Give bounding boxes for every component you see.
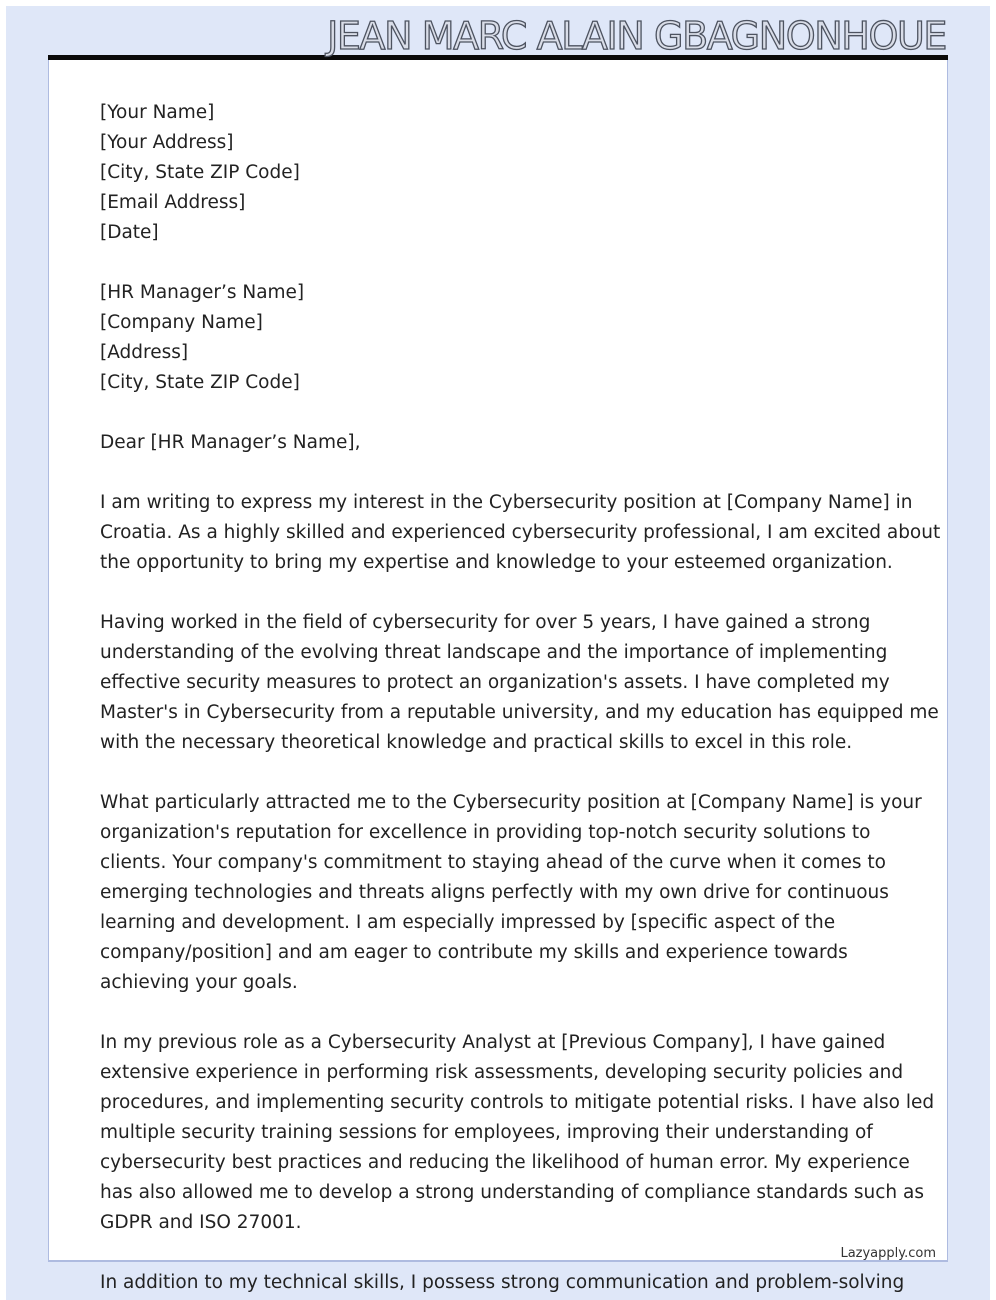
sender-block: [100, 98, 900, 248]
letter-date: [Date]: [100, 222, 159, 243]
sender-name: [Your Name]: [100, 102, 215, 123]
paragraph-line: clients. Your company's commitment to staying ahead of the curve when it comes to: [100, 852, 886, 873]
paragraph-skills: [100, 1268, 905, 1298]
sender-city: [City, State ZIP Code]: [100, 162, 300, 183]
salutation: Dear [HR Manager’s Name],: [100, 432, 361, 453]
recipient-block: [100, 278, 900, 398]
paragraph-line: effective security measures to protect an organization's assets. I have completed my: [100, 672, 890, 693]
paragraph-line: I am writing to express my interest in the Cybersecurity position at [Company Name] in: [100, 492, 913, 513]
paragraph-line: organization's reputation for excellence in providing top-notch security solutions to: [100, 822, 871, 843]
paragraph-line: Having worked in the field of cybersecurity for over 5 years, I have gained a strong: [100, 612, 871, 633]
paragraph-experience: [100, 608, 939, 758]
paragraph-line: What particularly attracted me to the Cybersecurity position at [Company Name] is your: [100, 792, 922, 813]
paragraph-line: In my previous role as a Cybersecurity Analyst at [Previous Company], I have gained: [100, 1032, 886, 1053]
sender-email: [Email Address]: [100, 192, 246, 213]
paragraph-line: extensive experience in performing risk assessments, developing security policies and: [100, 1062, 904, 1083]
paragraph-line: has also allowed me to develop a strong understanding of compliance standards such as: [100, 1182, 925, 1203]
paragraph-line: Croatia. As a highly skilled and experienced cybersecurity professional, I am excited about: [100, 522, 941, 543]
paragraph-line: GDPR and ISO 27001.: [100, 1212, 302, 1233]
watermark-link[interactable]: Lazyapply.com: [840, 1246, 936, 1261]
paragraph-line: emerging technologies and threats aligns perfectly with my own drive for continuous: [100, 882, 889, 903]
recipient-city: [City, State ZIP Code]: [100, 372, 300, 393]
applicant-name-title: JEAN MARC ALAIN GBAGNONHOUE: [327, 14, 946, 58]
paragraph-line: cybersecurity best practices and reducing the likelihood of human error. My experience: [100, 1152, 910, 1173]
paragraph-line: learning and development. I am especially impressed by [specific aspect of the: [100, 912, 836, 933]
paragraph-line: Master's in Cybersecurity from a reputable university, and my education has equipped me: [100, 702, 939, 723]
paragraph-line: company/position] and am eager to contribute my skills and experience towards: [100, 942, 848, 963]
recipient-company: [Company Name]: [100, 312, 263, 333]
cover-letter-body: [100, 98, 941, 1298]
paragraph-motivation: [100, 788, 922, 998]
paragraph-line: achieving your goals.: [100, 972, 298, 993]
paragraph-line: understanding of the evolving threat landscape and the importance of implementing: [100, 642, 888, 663]
paragraph-line: with the necessary theoretical knowledge and practical skills to excel in this role.: [100, 732, 853, 753]
paragraph-intro: [100, 488, 941, 578]
paragraph-line: In addition to my technical skills, I possess strong communication and problem-solving: [100, 1272, 905, 1293]
recipient-name: [HR Manager’s Name]: [100, 282, 305, 303]
paragraph-line: the opportunity to bring my expertise and knowledge to your esteemed organization.: [100, 552, 893, 573]
paragraph-previous-role: [100, 1028, 935, 1238]
recipient-address: [Address]: [100, 342, 189, 363]
sender-address: [Your Address]: [100, 132, 234, 153]
paragraph-line: multiple security training sessions for employees, improving their understanding of: [100, 1122, 873, 1143]
paragraph-line: procedures, and implementing security controls to mitigate potential risks. I have also led: [100, 1092, 935, 1113]
